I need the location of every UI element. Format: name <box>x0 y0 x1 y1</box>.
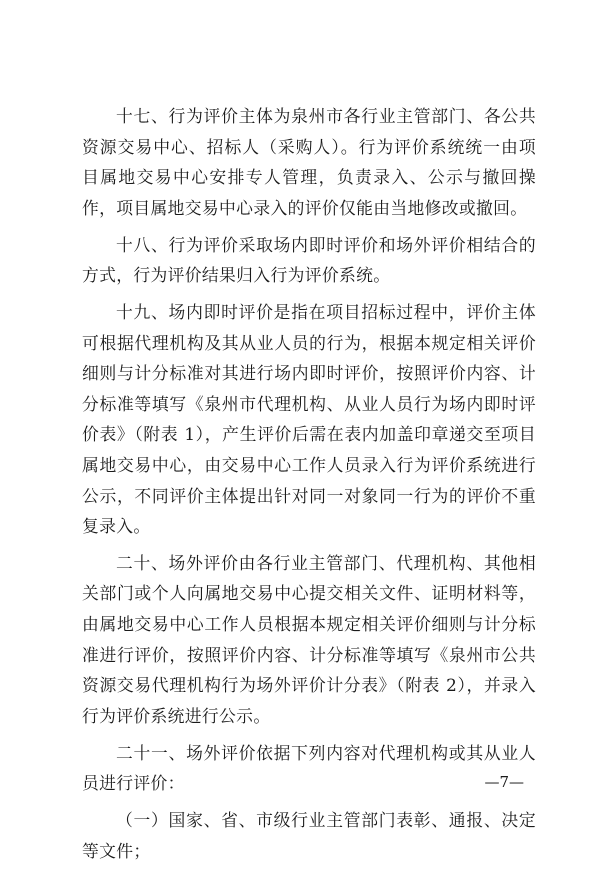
paragraph-18: 十八、行为评价采取场内即时评价和场外评价相结合的方式，行为评价结果归入行为评价系统。 <box>82 234 536 286</box>
page-number: —7— <box>484 773 524 791</box>
paragraph-20: 二十、场外评价由各行业主管部门、代理机构、其他相关部门或个人向属地交易中心提交相关文件、证明材料等，由属地交易中心工作人员根据本规定相关评价细则与计分标准进行评价，按照评价内容、计分标准等填写《泉州市公共资源交易代理机构行为场外评价计分表》（附表 2），并录入行为评价系统进行公示。 <box>82 552 536 726</box>
paragraph-19: 十九、场内即时评价是指在项目招标过程中，评价主体可根据代理机构及其从业人员的行为，根据本规定相关评价细则与计分标准对其进行场内即时评价，按照评价内容、计分标准等填写《泉州市代理机构、从业人员行为场内即时评价表》（附表 1），产生评价后需在表内加盖印章递交至项目属地交易中心，由交易中心工作人员录入行为评价系统进行公示，不同评价主体提出针对同一对象同一行为的评价不重复录入。 <box>82 301 536 537</box>
paragraph-21-item-1: （一）国家、省、市级行业主管部门表彰、通报、决定等文件； <box>82 810 536 861</box>
paragraph-17: 十七、行为评价主体为泉州市各行业主管部门、各公共资源交易中心、招标人（采购人）。行为评价系统统一由项目属地交易中心安排专人管理，负责录入、公示与撤回操作，项目属地交易中心录入的评价仅能由当地修改或撤回。 <box>82 106 536 218</box>
paragraph-21: 二十一、场外评价依据下列内容对代理机构或其从业人员进行评价： <box>82 742 536 794</box>
document-body <box>82 101 536 872</box>
